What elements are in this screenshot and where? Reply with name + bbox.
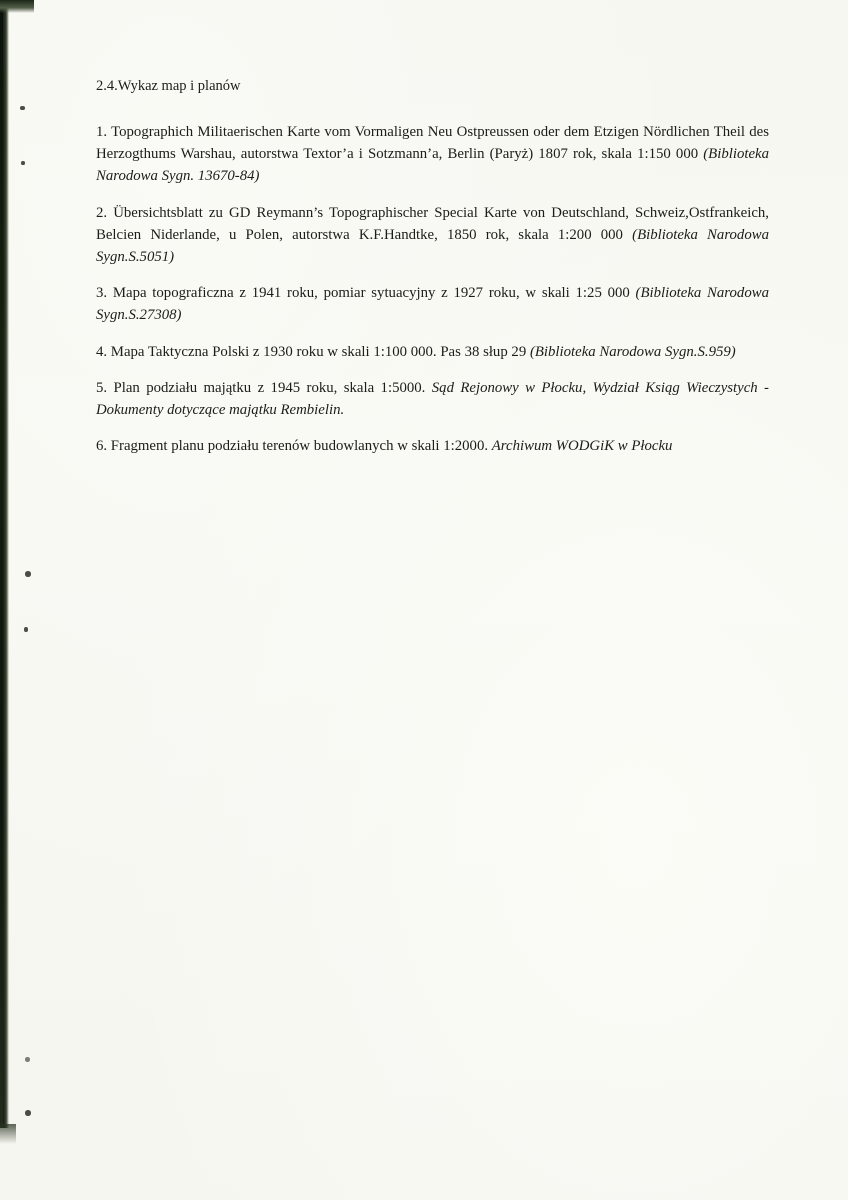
scan-top-edge-shadow	[0, 0, 34, 13]
page-title: 2.4.Wykaz map i planów	[96, 78, 241, 94]
document-body	[96, 76, 769, 457]
map-entry-5	[96, 377, 769, 421]
scan-bottom-edge-shadow	[0, 1124, 16, 1144]
map-entry-3-text: 3. Mapa topograficzna z 1941 roku, pomiar sytuacyjny z 1927 roku, w skali 1:25 000	[96, 285, 636, 302]
map-entry-1-citation: (Biblioteka Narodowa Sygn. 13670-84)	[96, 146, 769, 185]
map-entry-6-text: 6. Fragment planu podziału terenów budowlanych w skali 1:2000.	[96, 438, 492, 455]
map-entry-4	[96, 341, 769, 363]
map-entry-4-citation: (Biblioteka Narodowa Sygn.S.959)	[529, 343, 736, 360]
scan-speck	[21, 161, 25, 165]
map-entry-2	[96, 202, 769, 269]
scan-binding-shadow	[0, 0, 9, 1128]
map-entry-3-citation: (Biblioteka Narodowa Sygn.S.27308)	[96, 285, 769, 324]
scan-speck	[25, 1057, 30, 1062]
map-entry-1-text: 1. Topographich Militaerischen Karte vom Vormaligen Neu Ostpreussen oder dem Etzigen Nördlichen Theil des Herzogthums Warshau, autorstwa Textor’a i Sotzmann’a, Berlin (Paryż) 1807 rok, skala 1:150 000	[96, 124, 769, 163]
map-entry-5-text: 5. Plan podziału majątku z 1945 roku, skala 1:5000.	[96, 379, 432, 396]
scan-speck	[25, 1110, 31, 1116]
map-entry-2-text: 2. Übersichtsblatt zu GD Reymann’s Topographischer Special Karte von Deutschland, Schweiz,Ostfrankeich, Belcien Niderlande, u Polen, autorstwa K.F.Handtke, 1850 rok, skala 1:200 000	[96, 204, 769, 243]
map-entry-6	[96, 435, 769, 457]
map-entry-4-text: 4. Mapa Taktyczna Polski z 1930 roku w skali 1:100 000. Pas 38 słup 29	[96, 343, 530, 360]
scan-speck	[24, 627, 28, 632]
map-entry-5-citation: Sąd Rejonowy w Płocku, Wydział Ksiąg Wieczystych - Dokumenty dotyczące majątku Rembielin.	[96, 379, 769, 419]
map-entry-2-citation: (Biblioteka Narodowa Sygn.S.5051)	[96, 226, 769, 266]
scan-speck	[20, 106, 25, 110]
map-entry-1	[96, 121, 769, 188]
scan-speck	[25, 571, 31, 577]
map-entry-3	[96, 282, 769, 326]
map-entry-6-citation: Archiwum WODGiK w Płocku	[491, 438, 673, 455]
